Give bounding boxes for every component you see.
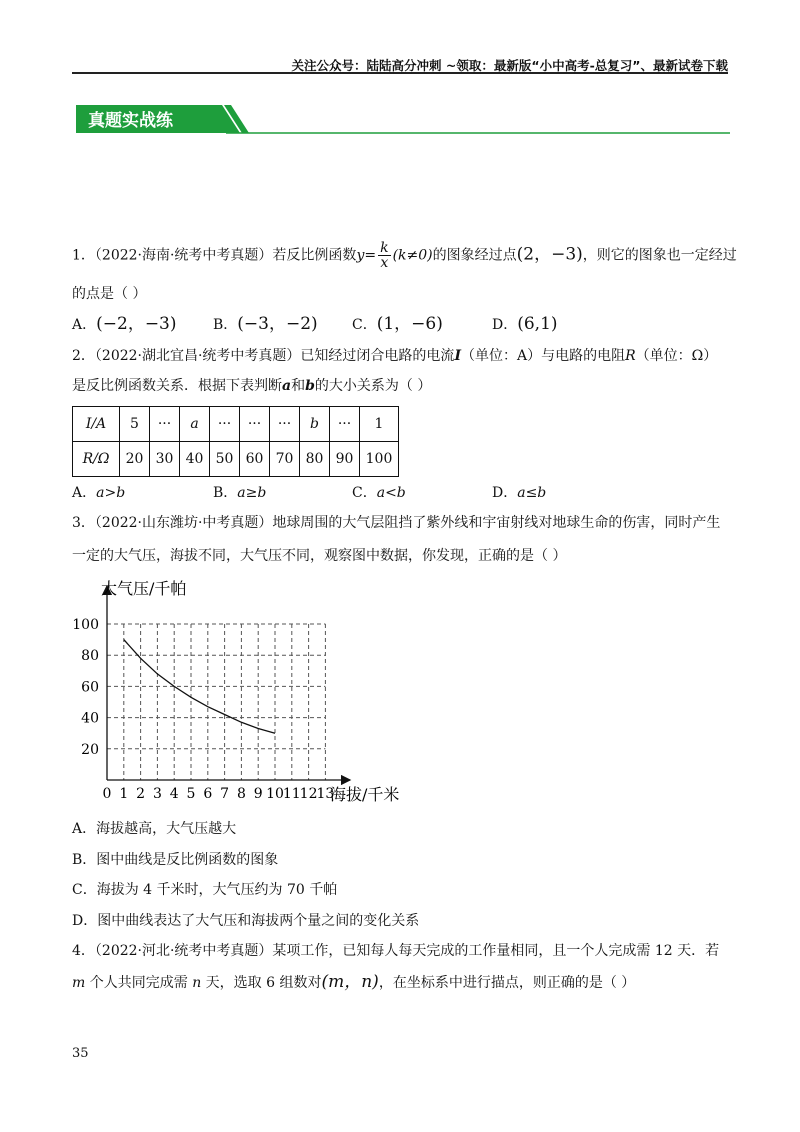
table-cell: 30: [150, 442, 180, 477]
q4-text-a: 个人共同完成需: [85, 975, 193, 991]
chart-xlabel: 海拔/千米: [330, 785, 400, 804]
q1-option-b: [213, 314, 318, 335]
q2-text-e: 和: [291, 378, 306, 394]
table-cell: 5: [120, 407, 150, 442]
x-tick-label: 7: [220, 786, 230, 802]
chart-ylabel: 大气压/千帕: [101, 579, 187, 598]
x-tick-label: 2: [136, 786, 146, 802]
option-letter: A．: [72, 317, 97, 333]
q2-text-f: 的大小关系为（ ）: [314, 378, 432, 394]
y-tick-label: 80: [81, 648, 99, 665]
option-letter: B．: [213, 317, 238, 333]
table-header-cell: I/A: [73, 407, 120, 442]
q1-func-eq: =: [364, 247, 377, 264]
y-tick-label: 40: [81, 710, 99, 727]
q2-var-b: b: [305, 378, 315, 394]
q2-line1: [72, 346, 717, 366]
q1-point: (2，−3): [516, 244, 583, 265]
q1-func-cond: (k≠0): [392, 247, 433, 264]
q2-text-b: （单位：A）与电路的电阻: [461, 348, 626, 364]
q3-option-c: C．海拔为 4 千米时，大气压约为 70 千帕: [72, 882, 338, 898]
q3-chart-svg: [60, 572, 420, 807]
q1-text-a: 1．（2022·海南·统考中考真题）若反比例函数: [72, 247, 357, 264]
option-value: a>b: [96, 485, 126, 501]
q1-func-y: y: [356, 247, 365, 264]
q1-text-c: ，则它的图象也一定经过: [582, 247, 737, 264]
q2-text-d: 是反比例函数关系．根据下表判断: [72, 378, 282, 394]
table-cell: ···: [330, 407, 360, 442]
q4-text-b: 天，选取 6 组数对: [201, 975, 322, 991]
q3-line2: 一定的大气压，海拔不同，大气压不同，观察图中数据，你发现，正确的是（ ）: [72, 548, 567, 564]
option-letter: B．: [213, 485, 238, 501]
q2-option-c: [352, 483, 406, 503]
header-text: 关注公众号：陆陆高分冲刺 ~领取：最新版“小中高考-总复习”、最新试卷下载: [291, 58, 728, 73]
option-value: a≥b: [237, 485, 267, 501]
q4-line2: [72, 972, 635, 993]
option-letter: A．: [72, 485, 97, 501]
table-row: [73, 442, 399, 477]
table-cell: 60: [240, 442, 270, 477]
table-cell: a: [180, 407, 210, 442]
x-tick-label: 13: [316, 786, 335, 802]
option-value: a<b: [376, 485, 406, 501]
x-tick-label: 10: [266, 786, 284, 802]
x-tick-label: 12: [299, 786, 318, 802]
section-banner-graphic: [76, 103, 730, 135]
x-tick-label: 4: [169, 786, 179, 802]
x-tick-label: 8: [236, 786, 246, 802]
table-header-cell: R/Ω: [73, 442, 120, 477]
x-tick-label: 1: [119, 786, 129, 802]
x-tick-label: 11: [282, 786, 301, 802]
q2-line2: [72, 376, 431, 396]
option-value: a≤b: [517, 485, 547, 501]
q1-line1: [72, 241, 737, 270]
option-value: (−3，−2): [237, 314, 318, 334]
q2-var-a: a: [282, 378, 292, 394]
q2-data-table: [72, 406, 399, 477]
q2-text-a: 2．（2022·湖北宜昌·统考中考真题）已知经过闭合电路的电流: [72, 348, 455, 364]
section-title: 真题实战练: [88, 111, 173, 131]
q1-fraction: [378, 241, 390, 270]
table-cell: ···: [240, 407, 270, 442]
table-cell: 1: [360, 407, 399, 442]
x-tick-label: 3: [152, 786, 162, 802]
table-cell: 40: [180, 442, 210, 477]
q1-line2: 的点是（ ）: [72, 286, 147, 302]
option-value: (−2，−3): [96, 314, 177, 334]
table-cell: ···: [210, 407, 240, 442]
table-cell: b: [300, 407, 330, 442]
y-tick-label: 100: [72, 617, 99, 633]
table-cell: 70: [270, 442, 300, 477]
q3-option-a: A．海拔越高，大气压越大: [72, 821, 237, 837]
option-letter: C．: [352, 317, 377, 333]
q1-option-a: [72, 314, 177, 335]
x-tick-label: 0: [102, 786, 112, 802]
q3-line1: 3．（2022·山东潍坊·中考真题）地球周围的大气层阻挡了紫外线和宇宙射线对地球生命的伤害，同时产生: [72, 515, 721, 531]
option-letter: D．: [492, 485, 518, 501]
chart-axes: [107, 586, 350, 780]
q4-pair: (m，n): [321, 972, 379, 992]
x-tick-label: 9: [253, 786, 263, 802]
q3-option-b: B．图中曲线是反比例函数的图象: [72, 852, 279, 868]
q2-option-b: [213, 483, 266, 503]
q2-option-a: [72, 483, 125, 503]
table-cell: ···: [270, 407, 300, 442]
q1-fraction-num: k: [380, 240, 389, 256]
chart-grid: [107, 624, 325, 780]
table-cell: 50: [210, 442, 240, 477]
page-number: 35: [72, 1046, 89, 1061]
q3-option-d: D．图中曲线表达了大气压和海拔两个量之间的变化关系: [72, 913, 420, 929]
table-row: [73, 407, 399, 442]
table-cell: 80: [300, 442, 330, 477]
table-cell: 20: [120, 442, 150, 477]
y-tick-label: 60: [81, 679, 99, 696]
option-value: (1，−6): [376, 314, 443, 334]
option-value: (6,1): [517, 314, 558, 334]
option-letter: D．: [492, 317, 518, 333]
q4-text-c: ，在坐标系中进行描点，则正确的是（ ）: [378, 975, 636, 991]
y-tick-label: 20: [81, 741, 99, 758]
q2-option-d: [492, 483, 546, 503]
q1-text-b: 的图象经过点: [432, 247, 517, 264]
q1-option-c: [352, 314, 443, 335]
header-divider: [72, 72, 728, 74]
q2-var-r: R: [625, 348, 636, 364]
chart-ticks: [72, 617, 334, 802]
q2-text-c: （单位：Ω）: [635, 348, 718, 364]
q1-option-d: [492, 314, 558, 335]
x-tick-label: 5: [186, 786, 196, 802]
table-cell: ···: [150, 407, 180, 442]
option-letter: C．: [352, 485, 377, 501]
q4-var-m: m: [72, 975, 86, 991]
section-banner: [76, 103, 730, 135]
table-cell: 100: [360, 442, 399, 477]
q3-chart: [60, 572, 420, 811]
q4-var-n: n: [192, 975, 202, 991]
table-cell: 90: [330, 442, 360, 477]
q2-var-i: I: [454, 348, 461, 364]
x-tick-label: 6: [203, 786, 213, 802]
q4-line1: 4．（2022·河北·统考中考真题）某项工作，已知每人每天完成的工作量相同，且一个人完成需 12 天．若: [72, 943, 720, 959]
q1-fraction-den: x: [380, 255, 389, 271]
